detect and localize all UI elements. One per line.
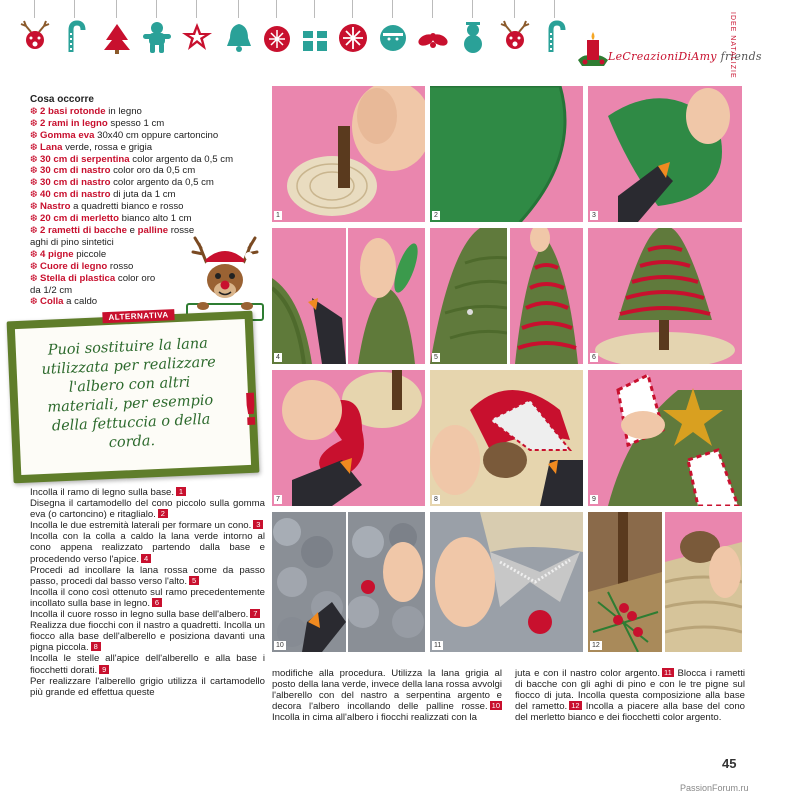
- col2-text: modifiche alla procedura. Utilizza la lana grigia al posto della lana verde, invece della lana rossa avvolgi l'alberello con del nastro a serpentina argento e decora l'albero incollando delle palline rosse.: [272, 668, 502, 713]
- photo-step-9: [588, 370, 742, 506]
- material-name: 4 pigne: [40, 248, 74, 260]
- step-number: 6: [152, 598, 162, 607]
- snowflake-bullet-icon: ❆: [30, 105, 41, 116]
- photo-step-4a: [272, 228, 346, 364]
- instructions-column-3: [515, 668, 745, 723]
- material-detail: color oro: [115, 272, 156, 284]
- exclamation-mark: !: [239, 384, 262, 437]
- brand-suffix: friends: [720, 50, 762, 63]
- photo-step-1: [272, 86, 425, 222]
- photo-number: 9: [592, 496, 596, 503]
- alternative-box: [7, 311, 260, 484]
- photo-number: 6: [592, 354, 596, 361]
- instruction-text: Per realizzare l'alberello grigio utilizza il cartamodello più grande ed effettua queste: [30, 675, 265, 698]
- section-label: IDEE NATALIZIE: [729, 12, 736, 79]
- col3-text-3: Incolla a piacere alla base del cono del merletto bianco e dei fiocchetti color argento.: [515, 701, 745, 724]
- step-number: 2: [158, 509, 168, 518]
- material-item: [30, 142, 265, 154]
- instruction-text: Disegna il cartamodello del cono piccolo sulla gomma eva (o cartoncino) e ritaglialo.: [30, 498, 265, 521]
- snowflake-bullet-icon: ❆: [30, 189, 41, 200]
- material-detail: verde, rossa e grigia: [62, 141, 153, 153]
- material-name: 30 cm di nastro: [40, 165, 111, 177]
- photo-step-8: [430, 370, 583, 506]
- material-detail: rosso: [107, 260, 134, 272]
- photo-step-4b: [348, 228, 425, 364]
- material-detail: a quadretti bianco e rosso: [70, 201, 184, 213]
- snowflake-bullet-icon: ❆: [30, 260, 41, 271]
- instructions-column-1: [30, 487, 265, 698]
- photo-step-10a: [272, 512, 346, 652]
- material-name: 2 rami in legno: [40, 117, 108, 129]
- material-detail: a caldo: [63, 296, 98, 308]
- material-item: [30, 106, 265, 118]
- photo-step-2: [430, 86, 583, 222]
- instruction-text: Procedi ad incollare la lana rossa come da passo passo, procedi dal basso verso l'alto.: [30, 564, 265, 587]
- snowflake-bullet-icon: ❆: [30, 177, 41, 188]
- photo-step-6: [588, 228, 742, 364]
- material-detail: color oro da 0,5 cm: [110, 165, 196, 177]
- brand-name: LeCreazioniDiAmy: [608, 50, 717, 63]
- brand-logo: [608, 50, 762, 63]
- snowflake-bullet-icon: ❆: [30, 224, 41, 235]
- photo-step-3: [588, 86, 742, 222]
- material-name: Gomma eva: [40, 129, 95, 141]
- photo-number: 7: [276, 496, 280, 503]
- step-number: 11: [664, 668, 672, 677]
- snowflake-bullet-icon: ❆: [30, 248, 41, 259]
- material-name: Nastro: [40, 201, 71, 213]
- step-number: 10: [491, 701, 500, 711]
- material-detail: 30x40 cm oppure cartoncino: [94, 129, 219, 141]
- material-name: 2 rametti di bacche: [40, 224, 127, 236]
- photo-step-12b: [665, 512, 742, 652]
- photo-number: 10: [276, 642, 284, 649]
- material-item: [30, 213, 265, 225]
- col3-text: juta e con il nastro color argento.: [515, 668, 661, 679]
- material-detail: aghi di pino sintetici: [30, 236, 114, 248]
- page-number: 45: [722, 756, 737, 771]
- photo-step-7: [272, 370, 425, 506]
- instruction-text: Incolla le stelle all'apice dell'alberello e alla base i fiocchetti dorati.: [30, 653, 265, 676]
- snowflake-bullet-icon: ❆: [30, 296, 41, 307]
- step-number: 9: [99, 665, 109, 674]
- photo-step-11: [430, 512, 583, 652]
- materials-title: Cosa occorre: [30, 94, 94, 105]
- alternative-text: Puoi sostituire la lana utilizzata per realizzare l'albero con altri materiali, per esempio della fettuccia o della corda.: [41, 335, 217, 452]
- snowflake-bullet-icon: ❆: [30, 272, 41, 283]
- photo-number: 1: [276, 212, 280, 219]
- material-item: [30, 177, 265, 189]
- material-item: [30, 118, 265, 130]
- step-number: 8: [91, 642, 101, 651]
- material-name: 30 cm di nastro: [40, 177, 111, 189]
- material-detail: di juta da 1 cm: [110, 189, 176, 201]
- col2-text-2: Incolla in cima all'albero i fiocchi realizzati con la: [272, 712, 477, 724]
- material-item: [30, 165, 265, 177]
- photo-number: 11: [434, 642, 442, 649]
- alternative-tag: ALTERNATIVA: [102, 309, 175, 323]
- instruction-text: Incolla il cuore rosso in legno sulla base dell'albero.: [30, 609, 249, 621]
- material-detail: piccole: [73, 248, 107, 260]
- material-item: [30, 154, 265, 166]
- material-name: palline: [137, 224, 169, 236]
- material-detail: da 1/2 cm: [30, 284, 73, 296]
- photo-number: 2: [434, 212, 438, 219]
- material-name: Lana: [40, 141, 63, 153]
- material-name: Stella di plastica: [40, 272, 116, 284]
- photo-step-10b: [348, 512, 425, 652]
- instruction-text: Incolla il cono così ottenuto sul ramo precedentemente incollato sulla base in legno.: [30, 586, 265, 609]
- material-name: Colla: [40, 296, 64, 308]
- material-detail: color argento da 0,5 cm: [110, 177, 214, 189]
- material-item: [30, 130, 265, 142]
- instruction-text: Incolla le due estremità laterali per formare un cono.: [30, 520, 252, 532]
- instructions-column-2: [272, 668, 502, 723]
- material-name: 30 cm di serpentina: [40, 153, 130, 165]
- material-item: [30, 189, 265, 201]
- snowflake-bullet-icon: ❆: [30, 201, 41, 212]
- material-detail: in legno: [105, 105, 142, 117]
- step-number: 5: [189, 576, 199, 585]
- material-name: Cuore di legno: [40, 260, 108, 272]
- photo-number: 3: [592, 212, 596, 219]
- reindeer-mascot-icon: [185, 234, 265, 322]
- snowflake-bullet-icon: ❆: [30, 141, 41, 152]
- snowflake-bullet-icon: ❆: [30, 165, 41, 176]
- material-item: [30, 201, 265, 213]
- photo-step-12a: [588, 512, 662, 652]
- instruction-text: Incolla con la colla a caldo la lana verde intorno al cono appena realizzato partendo dalla base e procedendo verso l'apice.: [30, 531, 265, 565]
- material-name: 20 cm di merletto: [40, 213, 119, 225]
- photo-step-5b: [510, 228, 583, 364]
- snowflake-bullet-icon: ❆: [30, 117, 41, 128]
- step-number: 12: [571, 701, 580, 711]
- material-name: 40 cm di nastro: [40, 189, 111, 201]
- watermark: PassionForum.ru: [680, 783, 749, 793]
- step-number: 4: [141, 554, 151, 563]
- photo-number: 5: [434, 354, 438, 361]
- candle-icon: [576, 30, 610, 70]
- material-detail: bianco alto 1 cm: [118, 213, 192, 225]
- material-name: 2 basi rotonde: [40, 105, 106, 117]
- snowflake-bullet-icon: ❆: [30, 153, 41, 164]
- material-detail: spesso 1 cm: [107, 117, 165, 129]
- step-number: 1: [176, 487, 186, 496]
- step-number: 3: [253, 520, 263, 529]
- photo-number: 12: [592, 642, 600, 649]
- snowflake-bullet-icon: ❆: [30, 129, 41, 140]
- step-number: 7: [250, 609, 260, 618]
- photo-step-5a: [430, 228, 507, 364]
- instruction-text: Realizza due fiocchi con il nastro a quadretti. Incolla un fiocco alla base dell'alberello e posiziona davanti una pigna piccola.: [30, 620, 265, 654]
- instruction-text: Incolla il ramo di legno sulla base.: [30, 487, 174, 498]
- photo-number: 8: [434, 496, 438, 503]
- material-detail: rosse: [168, 224, 195, 236]
- material-detail: e: [126, 224, 138, 236]
- col3-text-2: Blocca i rametti di bacche con gli aghi di pino e con le tre pigne sul fiocco di juta. Incolla questa composizione alla base del rametto.: [515, 668, 745, 713]
- photo-number: 4: [276, 354, 280, 361]
- snowflake-bullet-icon: ❆: [30, 213, 41, 224]
- material-detail: color argento da 0,5 cm: [129, 153, 234, 165]
